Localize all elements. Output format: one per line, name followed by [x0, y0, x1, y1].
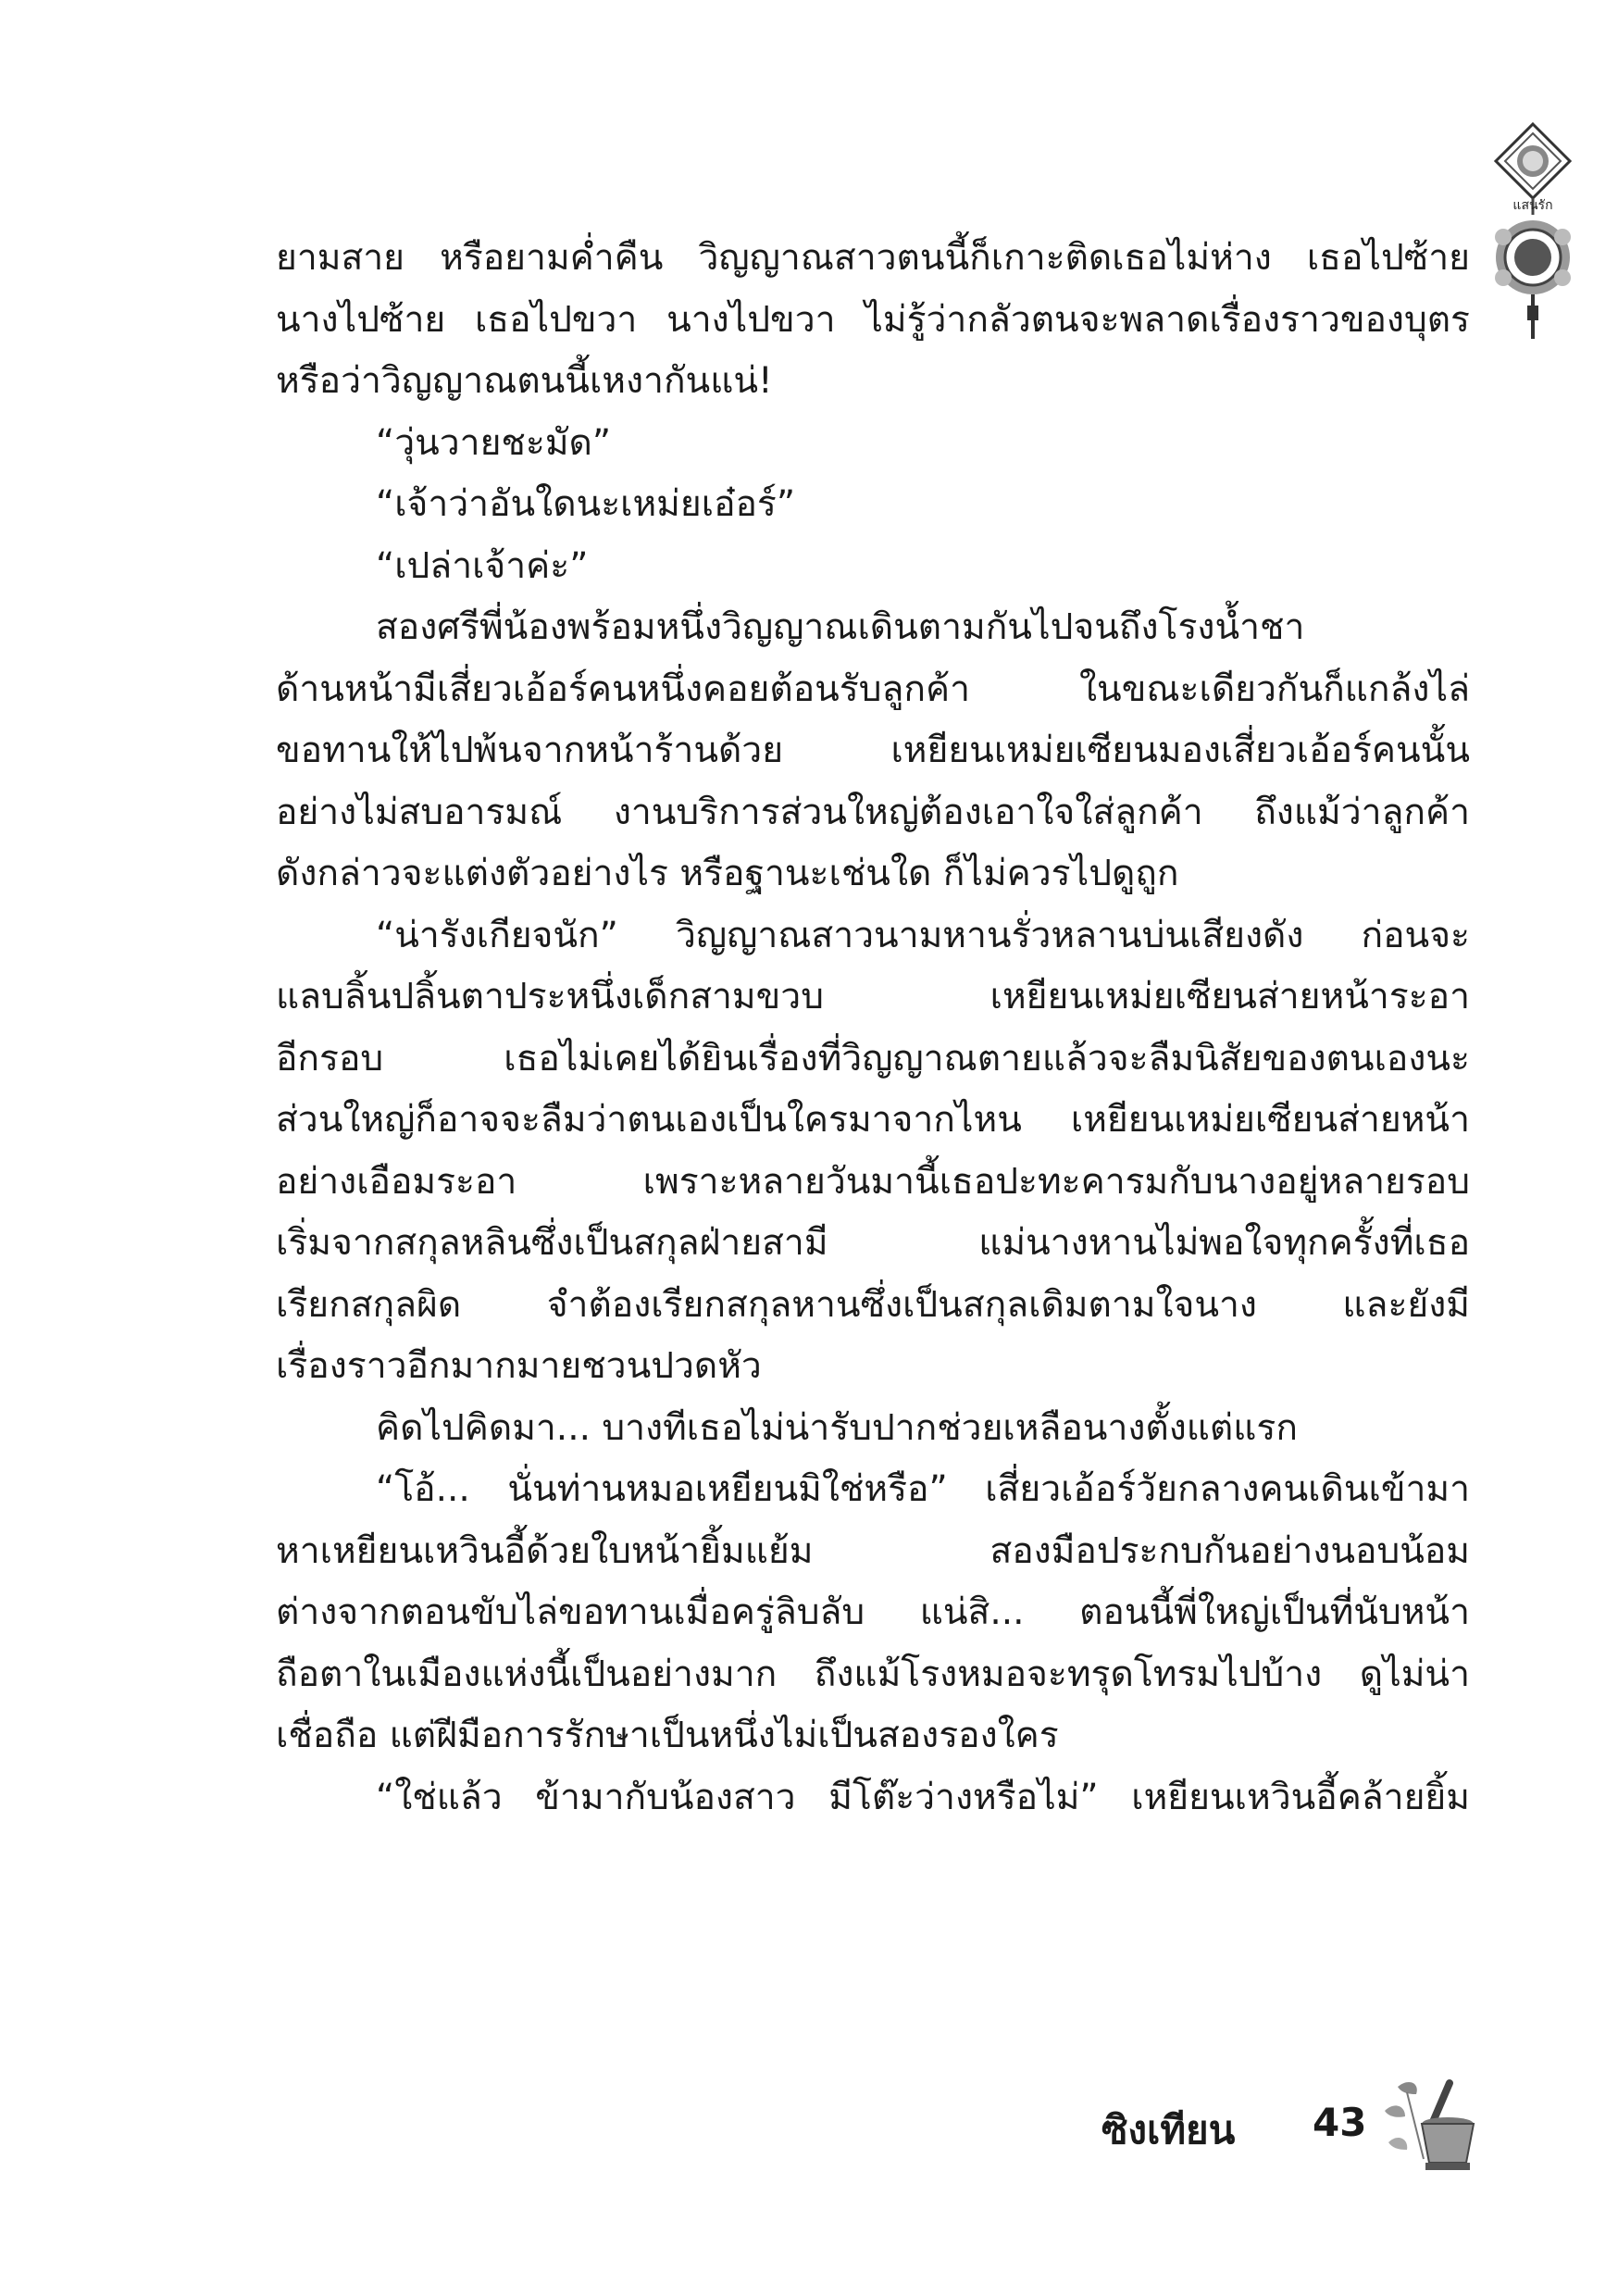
text-line-5: “เจ้าว่าอันใดนะเหม่ยเอ๋อร์”: [376, 483, 796, 525]
text-line-18: เรียกสกุลผิด จำต้องเรียกสกุลหานซึ่งเป็นสกุลเดิมตามใจนาง และยังมี: [276, 1283, 1470, 1326]
text-line-16: อย่างเอือมระอา เพราะหลายวันมานี้เธอปะทะคารมกับนางอยู่หลายรอบ: [276, 1160, 1470, 1203]
text-line-17: เริ่มจากสกุลหลินซึ่งเป็นสกุลฝ่ายสามี แม่นางหานไม่พอใจทุกครั้งที่เธอ: [276, 1222, 1470, 1264]
mortar-herb-icon: [1379, 2074, 1481, 2176]
text-line-6: “เปล่าเจ้าค่ะ”: [376, 544, 589, 587]
page-number: 43: [1313, 2100, 1367, 2145]
emblem-label: แสนรัก: [1512, 198, 1553, 213]
ornament-icon: [1487, 120, 1579, 343]
text-line-2: นางไปซ้าย เธอไปขวา นางไปขวา ไม่รู้ว่ากลัวตนจะพลาดเรื่องราวของบุตร: [276, 298, 1470, 341]
text-line-15: ส่วนใหญ่ก็อาจจะลืมว่าตนเองเป็นใครมาจากไหน เหยียนเหม่ยเซียนส่ายหน้า: [276, 1099, 1470, 1141]
text-line-25: เชื่อถือ แต่ฝีมือการรักษาเป็นหนึ่งไม่เป็นสองรองใคร: [276, 1715, 1059, 1756]
text-line-9: ขอทานให้ไปพ้นจากหน้าร้านด้วย เหยียนเหม่ยเซียนมองเสี่ยวเอ้อร์คนนั้น: [276, 730, 1470, 771]
text-line-20: คิดไปคิดมา... บางทีเธอไม่น่ารับปากช่วยเหลือนางตั้งแต่แรก: [376, 1406, 1298, 1449]
text-line-22: หาเหยียนเหวินอี้ด้วยใบหน้ายิ้มแย้ม สองมือประกบกันอย่างนอบน้อม: [276, 1529, 1470, 1572]
text-line-13: แลบลิ้นปลิ้นตาประหนึ่งเด็กสามขวบ เหยียนเหม่ยเซียนส่ายหน้าระอา: [276, 976, 1470, 1017]
text-line-12: “น่ารังเกียจนัก” วิญญาณสาวนามหานรั่วหลานบ่นเสียงดัง ก่อนจะ: [376, 914, 1470, 956]
text-line-8: ด้านหน้ามีเสี่ยวเอ้อร์คนหนึ่งคอยต้อนรับลูกค้า ในขณะเดียวกันก็แกล้งไล่: [276, 668, 1470, 710]
text-line-3: หรือว่าวิญญาณตนนี้เหงากันแน่!: [276, 360, 773, 402]
text-line-4: “วุ่นวายชะมัด”: [376, 421, 612, 464]
body-text: [276, 228, 1470, 1828]
text-line-10: อย่างไม่สบอารมณ์ งานบริการส่วนใหญ่ต้องเอาใจใส่ลูกค้า ถึงแม้ว่าลูกค้า: [276, 791, 1470, 833]
text-line-7: สองศรีพี่น้องพร้อมหนึ่งวิญญาณเดินตามกันไปจนถึงโรงน้ำชา: [376, 606, 1305, 648]
book-title: ซิงเทียน: [1101, 2107, 1236, 2152]
text-line-14: อีกรอบ เธอไม่เคยได้ยินเรื่องที่วิญญาณตายแล้วจะลืมนิสัยของตนเองนะ: [276, 1037, 1470, 1079]
text-line-21: “โอ้... นั่นท่านหมอเหยียนมิใช่หรือ” เสี่ยวเอ้อร์วัยกลางคนเดินเข้ามา: [376, 1468, 1470, 1510]
text-line-1: ยามสาย หรือยามค่ำคืน วิญญาณสาวตนนี้ก็เกาะติดเธอไม่ห่าง เธอไปซ้าย: [276, 237, 1470, 279]
text-line-11: ดังกล่าวจะแต่งตัวอย่างไร หรือฐานะเช่นใด ก็ไม่ควรไปดูถูก: [276, 853, 1179, 894]
text-line-23: ต่างจากตอนขับไล่ขอทานเมื่อครู่ลิบลับ แน่สิ... ตอนนี้พี่ใหญ่เป็นที่นับหน้า: [276, 1591, 1470, 1633]
text-line-19: เรื่องราวอีกมากมายชวนปวดหัว: [276, 1345, 762, 1387]
text-line-24: ถือตาในเมืองแห่งนี้เป็นอย่างมาก ถึงแม้โรงหมอจะทรุดโทรมไปบ้าง ดูไม่น่า: [276, 1653, 1470, 1695]
text-line-26: “ใช่แล้ว ข้ามากับน้องสาว มีโต๊ะว่างหรือไม่” เหยียนเหวินอี้คล้ายยิ้ม: [376, 1776, 1470, 1818]
